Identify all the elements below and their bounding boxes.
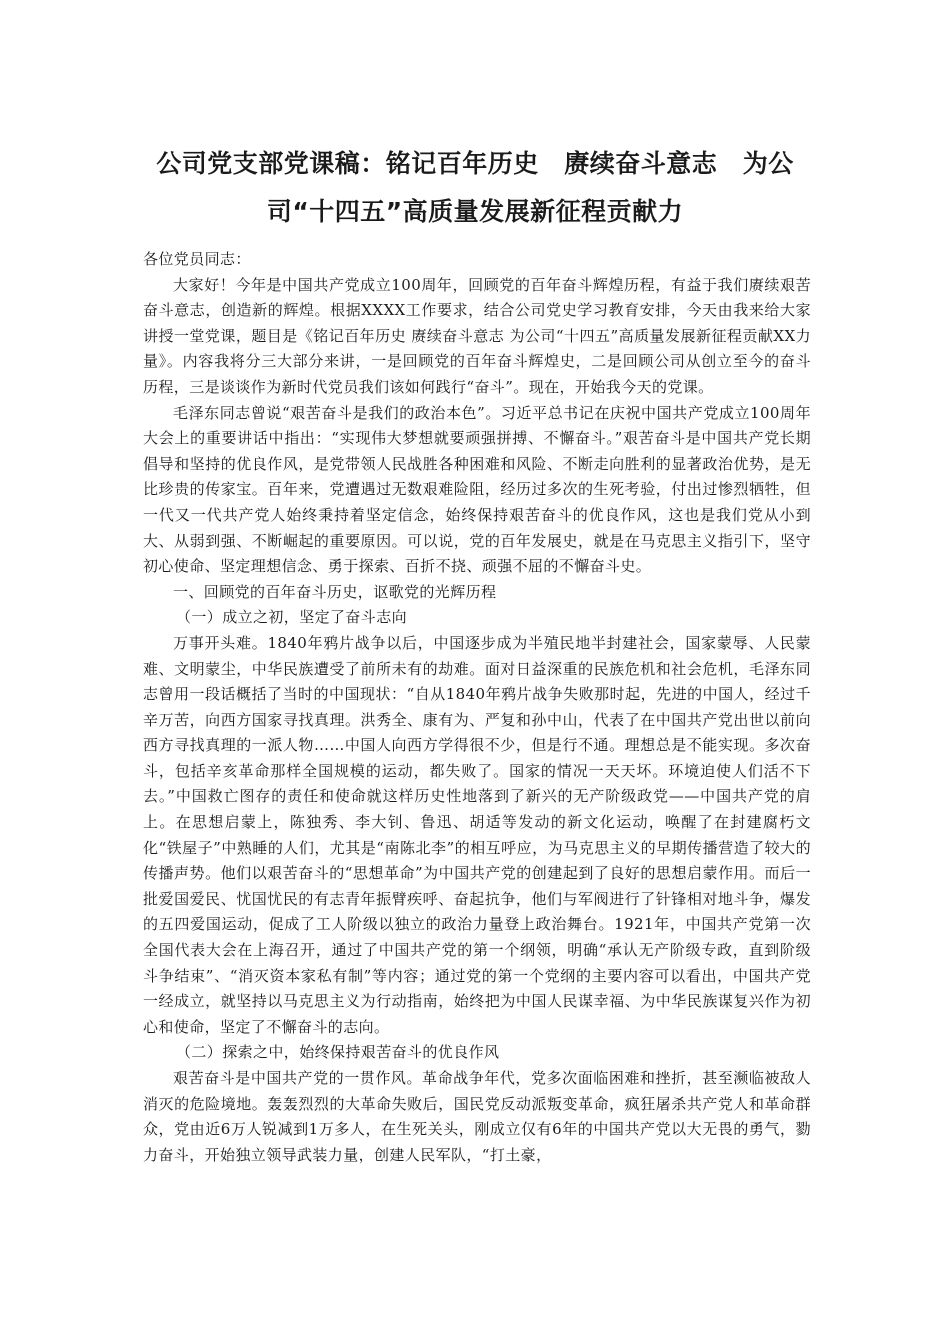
subsection-heading-2: （二）探索之中，始终保持艰苦奋斗的优良作风 [176, 1043, 500, 1062]
subsection-paragraph-2: 艰苦奋斗是中国共产党的一贯作风。革命战争年代，党多次面临困难和挫折，甚至濒临被敌人消灭的危险境地。轰轰烈烈的大革命失败后，国民党反动派叛变革命，疯狂屠杀共产党人和革命群众，党由近6万人锐减到1万多人，在生死关头，刚成立仅有6年的中国共产党以大无畏的勇气，勠力奋斗，开始独立领导武装力量，创建人民军队，“打土豪， [143, 1069, 811, 1164]
subsection-heading-1: （一）成立之初，坚定了奋斗志向 [176, 608, 408, 627]
salutation: 各位党员同志： [143, 250, 251, 268]
paragraph-intro: 大家好！今年是中国共产党成立100周年，回顾党的百年奋斗辉煌历程，有益于我们赓续艰苦奋斗意志，创造新的辉煌。根据XXXX工作要求，结合公司党史学习教育安排，今天由我来给大家讲授一堂党课，题目是《铭记百年历史 赓续奋斗意志 为公司“十四五”高质量发展新征程贡献XX力量》。内容我将分三大部分来讲，一是回顾党的百年奋斗辉煌史，二是回顾公司从创立至今的奋斗历程，三是谈谈作为新时代党员我们该如何践行“奋斗”。现在，开始我今天的党课。 [143, 275, 811, 396]
section-heading-1: 一、回顾党的百年奋斗历史，讴歌党的光辉历程 [173, 582, 497, 601]
subsection-paragraph-1: 万事开头难。1840年鸦片战争以后，中国逐步成为半殖民地半封建社会，国家蒙辱、人民蒙难、文明蒙尘，中华民族遭受了前所未有的劫难。面对日益深重的民族危机和社会危机，毛泽东同志曾用一段话概括了当时的中国现状：“自从1840年鸦片战争失败那时起，先进的中国人，经过千辛万苦，向西方国家寻找真理。洪秀全、康有为、严复和孙中山，代表了在中国共产党出世以前向西方寻找真理的一派人物……中国人向西方学得很不少，但是行不通。理想总是不能实现。多次奋斗，包括辛亥革命那样全国规模的运动，都失败了。国家的情况一天天坏。环境迫使人们活不下去。”中国救亡图存的责任和使命就这样历史性地落到了新兴的无产阶级政党——中国共产党的肩上。在思想启蒙上，陈独秀、李大钊、鲁迅、胡适等发动的新文化运动，唤醒了在封建腐朽文化“铁屋子”中熟睡的人们，尤其是“南陈北李”的相互呼应，为马克思主义的早期传播营造了较大的传播声势。他们以艰苦奋斗的“思想革命”为中国共产党的创建起到了良好的思想启蒙作用。而后一批爱国爱民、忧国忧民的有志青年振臂疾呼、奋起抗争，他们与军阀进行了针锋相对地斗争，爆发的五四爱国运动，促成了工人阶级以独立的政治力量登上政治舞台。1921年，中国共产党第一次全国代表大会在上海召开，通过了中国共产党的第一个纲领，明确“承认无产阶级专政，直到阶级斗争结束”、“消灭资本家私有制”等内容；通过党的第一个党纲的主要内容可以看出，中国共产党一经成立，就坚持以马克思主义为行动指南，始终把为中国人民谋幸福、为中华民族谋复兴作为初心和使命，坚定了不懈奋斗的志向。 [143, 633, 811, 1036]
document-title: 公司党支部党课稿：铭记百年历史 赓续奋斗意志 为公司“十四五”高质量发展新征程贡献力 [156, 149, 794, 226]
document-body [143, 247, 811, 1168]
paragraph-mao-quote: 毛泽东同志曾说“艰苦奋斗是我们的政治本色”。习近平总书记在庆祝中国共产党成立100周年大会上的重要讲话中指出：“实现伟大梦想就要顽强拼搏、不懈奋斗。”艰苦奋斗是中国共产党长期倡导和坚持的优良作风，是党带领人民战胜各种困难和风险、不断走向胜利的显著政治优势，是无比珍贵的传家宝。百年来，党遭遇过无数艰难险阻，经历过多次的生死考验，付出过惨烈牺牲，但一代又一代共产党人始终秉持着坚定信念，始终保持艰苦奋斗的优良作风，这也是我们党从小到大、从弱到强、不断崛起的重要原因。可以说，党的百年发展史，就是在马克思主义指引下，坚守初心使命、坚定理想信念、勇于探索、百折不挠、顽强不屈的不懈奋斗史。 [143, 403, 811, 576]
